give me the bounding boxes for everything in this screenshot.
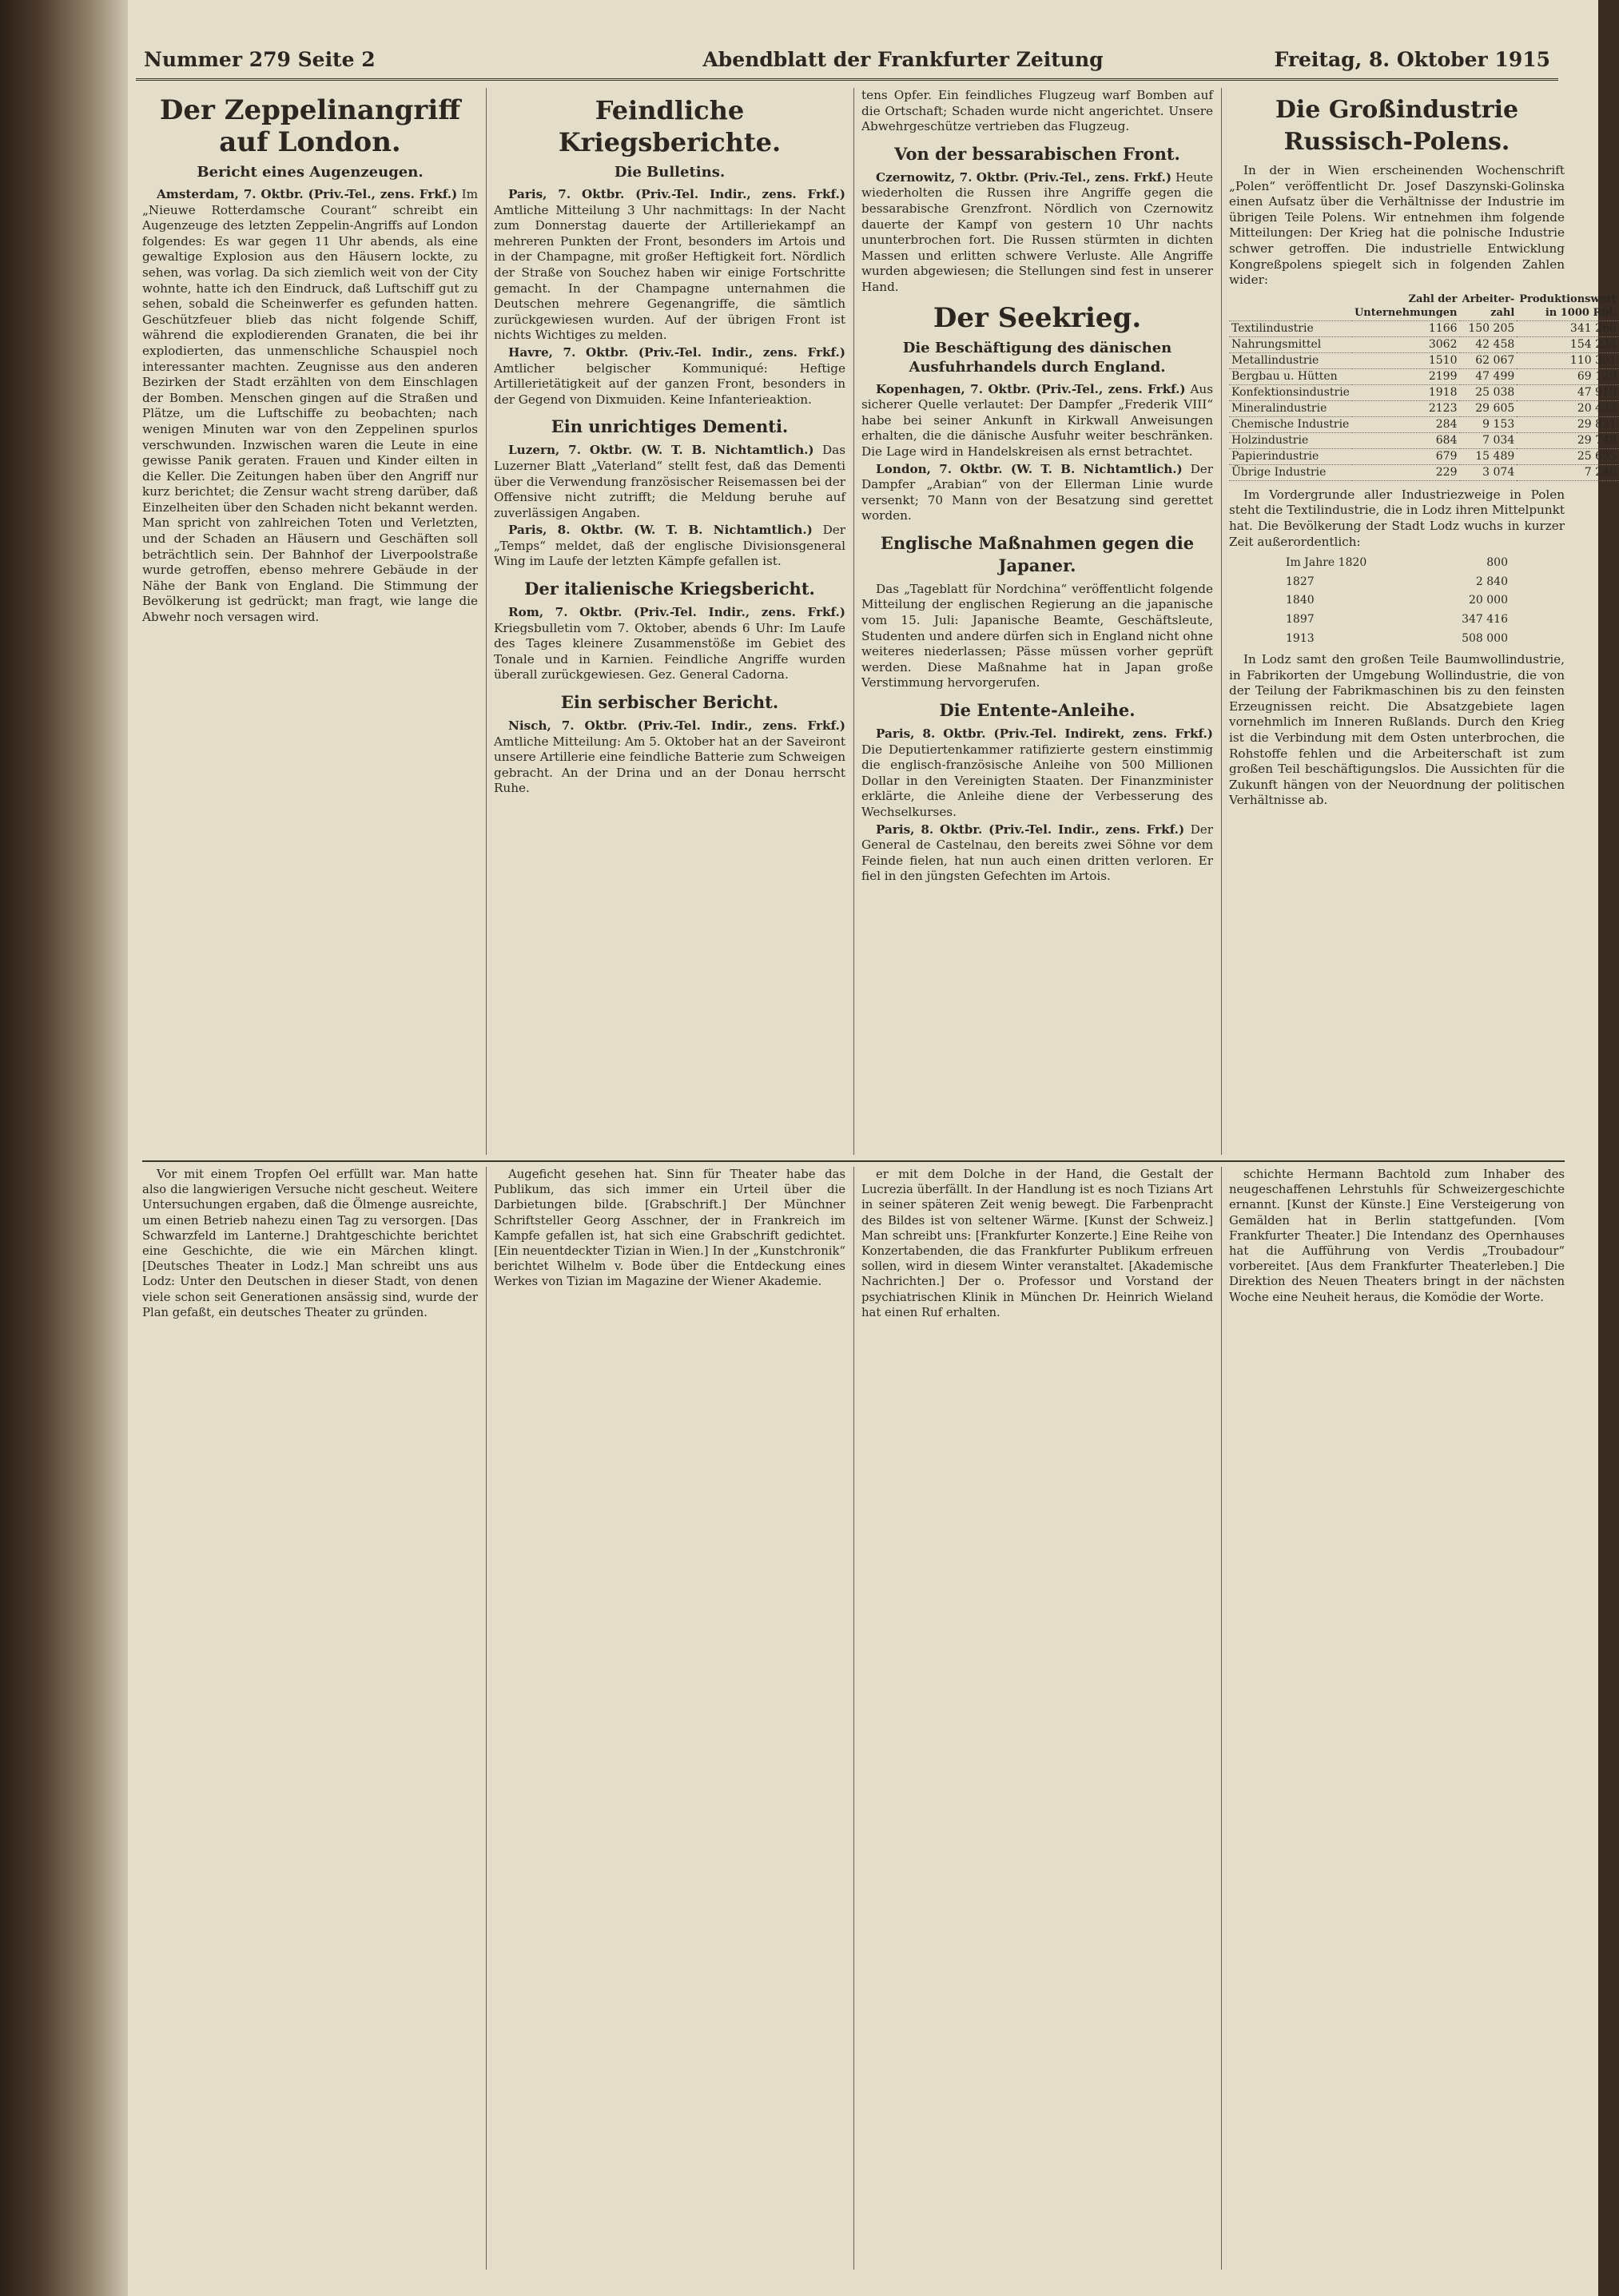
table-cell: Nahrungsmittel — [1229, 336, 1352, 352]
dateline: Czernowitz, 7. Oktbr. (Priv.-Tel., zens. Frkf.) — [876, 169, 1172, 185]
table-cell: 2 840 — [1475, 575, 1508, 588]
table-cell: 29 748 — [1517, 432, 1619, 448]
table-row — [1229, 336, 1619, 352]
table-row — [1281, 555, 1513, 572]
article-body: Die Deputiertenkammer ratifizierte gestern einstimmig die englisch-französische Anleihe von 500 Millionen Dollar in den Vereinigten Staaten. Der Finanzminister erklärte, die Anleihe diene der Verbesserung des Wechselkurses. — [861, 742, 1213, 819]
article-subtitle-zeppelin: Bericht eines Augenzeugen. — [197, 164, 424, 181]
table-cell: 20 433 — [1517, 400, 1619, 416]
article-subtitle-naval-war: Die Beschäftigung des dänischen Ausfuhrhandels durch England. — [902, 339, 1172, 376]
table-header-row — [1229, 292, 1619, 321]
feuilleton-column-3 — [861, 1167, 1213, 2270]
table-cell: 20 000 — [1469, 594, 1508, 607]
table-cell: 47 919 — [1517, 384, 1619, 400]
article-title-naval-war: Der Seekrieg. — [933, 301, 1142, 334]
table-cell: 3 074 — [1460, 464, 1518, 480]
issue-number: Nummer 279 Seite 2 — [144, 48, 376, 71]
dateline: Nisch, 7. Oktbr. (Priv.-Tel. Indir., zens. Frkf.) — [508, 718, 845, 734]
table-row — [1229, 464, 1619, 480]
dateline: London, 7. Oktbr. (W. T. B. Nichtamtlich.) — [876, 461, 1183, 476]
table-cell: 508 000 — [1462, 631, 1508, 645]
table-cell: 684 — [1352, 432, 1460, 448]
column-divider — [1221, 1167, 1222, 2270]
article-title-zeppelin: Der Zeppelinangriff auf London. — [159, 94, 461, 158]
table-cell: 229 — [1352, 464, 1460, 480]
table-cell: 1510 — [1352, 352, 1460, 368]
table-cell: 341 266 — [1517, 320, 1619, 336]
table-cell: Übrige Industrie — [1229, 464, 1352, 480]
table-cell: 1827 — [1286, 575, 1315, 588]
feuilleton-column-1 — [142, 1167, 478, 2270]
table-header-cell — [1229, 292, 1352, 321]
table-row — [1229, 384, 1619, 400]
section-serbian-report: Ein serbischer Bericht. — [560, 692, 779, 713]
section-italian-report: Der italienische Kriegsbericht. — [524, 579, 815, 599]
feuilleton-body: er mit dem Dolche in der Hand, die Gestalt der Lucrezia überfällt. In der Handlung ist es noch Tizians Art in seiner späteren Zeit wenig bewegt. Die Farbenpracht des Bildes ist von seltener Wärme. [Kunst der Schweiz.] Man schreibt uns: [Frankfurter Konzerte.] Eine Reihe von Konzertabenden, die das Frankfurter Publikum erfreuen sollen, wird in diesem Winter veranstaltet. [Akademische Nachrichten.] Der o. Professor und Vorstand der psychiatrischen Klinik in München Dr. Heinrich Wieland hat einen Ruf erhalten. — [861, 1168, 1213, 1319]
table-row — [1281, 592, 1513, 610]
article-title-war-reports: Feindliche Kriegsberichte. — [558, 95, 782, 157]
article-body: Im Vordergrunde aller Industriezweige in Polen steht die Textilindustrie, die in Lodz ihren Mittelpunkt hat. Die Bevölkerung der Stadt Lodz wuchs in kurzer Zeit außerordentlich: — [1229, 487, 1565, 549]
table-row — [1281, 631, 1513, 648]
table-cell: 3062 — [1352, 336, 1460, 352]
table-cell: 15 489 — [1460, 448, 1518, 464]
article-body: Amtliche Mitteilung 3 Uhr nachmittags: In der Nacht zum Donnerstag dauerte der Artilleriekampf an mehreren Punkten der Front, besonders im Artois und in der Champagne, mit großer Heftigkeit fort. Nördlich der Straße von Souchez haben wir einige Fortschritte gemacht. In der Champagne unternahmen die Deutschen mehrere Gegenangriffe, die sämtlich zurückgewiesen wurden. Auf der übrigen Front ist nichts Wichtiges zu melden. — [494, 202, 845, 343]
table-cell: 62 067 — [1460, 352, 1518, 368]
column-fronts — [861, 88, 1213, 1155]
table-row — [1229, 448, 1619, 464]
table-header-cell: Produktionswert in 1000 Rbl. — [1517, 292, 1619, 321]
table-cell: Mineralindustrie — [1229, 400, 1352, 416]
table-cell: Holzindustrie — [1229, 432, 1352, 448]
table-cell: 7 246 — [1517, 464, 1619, 480]
table-cell: 1897 — [1286, 612, 1315, 626]
table-cell: 69 129 — [1517, 368, 1619, 384]
table-cell: 42 458 — [1460, 336, 1518, 352]
feuilleton-rule — [142, 1160, 1565, 1162]
industry-statistics-table — [1229, 292, 1619, 481]
dateline: Paris, 8. Oktbr. (Priv.-Tel. Indirekt, zens. Frkf.) — [876, 726, 1213, 742]
table-cell: Metallindustrie — [1229, 352, 1352, 368]
dateline: Amsterdam, 7. Oktbr. (Priv.-Tel., zens. Frkf.) — [157, 187, 458, 201]
table-row — [1229, 368, 1619, 384]
article-body: tens Opfer. Ein feindliches Flugzeug warf Bomben auf die Ortschaft; Schaden wurde nicht angerichtet. Unsere Abwehrgeschütze vertrieben das Flugzeug. — [861, 88, 1213, 134]
issue-date: Freitag, 8. Oktober 1915 — [1274, 48, 1550, 71]
dateline: Paris, 8. Oktbr. (Priv.-Tel. Indir., zens. Frkf.) — [876, 822, 1185, 837]
table-cell: 1913 — [1286, 631, 1315, 645]
section-dementi: Ein unrichtiges Dementi. — [551, 416, 789, 437]
column-polish-industry — [1229, 88, 1617, 1155]
article-body: Amtlicher belgischer Kommuniqué: Heftige Artillerietätigkeit auf der ganzen Front, besonders in der Gegend von Dixmuiden. Keine Infanterieaktion. — [494, 360, 845, 407]
table-cell: 29 831 — [1517, 416, 1619, 432]
table-cell: Chemische Industrie — [1229, 416, 1352, 432]
section-japanese-measures: Englische Maßnahmen gegen die Japaner. — [880, 532, 1195, 575]
feuilleton-column-2 — [494, 1167, 845, 2270]
column-divider — [853, 1167, 854, 2270]
dateline: Kopenhagen, 7. Oktbr. (Priv.-Tel., zens. Frkf.) — [876, 381, 1186, 396]
table-row — [1229, 320, 1619, 336]
table-cell: Papierindustrie — [1229, 448, 1352, 464]
column-zeppelin — [142, 88, 478, 1155]
table-cell: 1840 — [1286, 594, 1315, 607]
table-row — [1229, 400, 1619, 416]
dateline: Luzern, 7. Oktbr. (W. T. B. Nichtamtlich.) — [508, 443, 814, 458]
section-bessarabian-front: Von der bessarabischen Front. — [894, 143, 1180, 164]
table-cell: 679 — [1352, 448, 1460, 464]
table-cell: 800 — [1486, 556, 1508, 570]
dateline: Paris, 8. Oktbr. (W. T. B. Nichtamtlich.) — [508, 523, 813, 538]
article-title-polish-industry: Die Großindustrie Russisch-Polens. — [1275, 96, 1519, 156]
dateline: Havre, 7. Oktbr. (Priv.-Tel. Indir., zens. Frkf.) — [508, 344, 845, 360]
article-body: In Lodz samt den großen Teile Baumwollindustrie, in Fabrikorten der Umgebung Wollindustrie, die von der Teilung der Fabrikmaschinen bis zu den feinsten Erzeugnissen reicht. Die Absatzgebiete lagen vornehmlich im Inneren Rußlands. Durch den Krieg ist die Verbindung mit dem Osten unterbrochen, die Rohstoffe fehlen und die Arbeiterschaft ist zum großen Teil beschäftigungslos. Die Aussichten für die Zukunft hängen von der Neuordnung der politischen Verhältnisse ab. — [1229, 652, 1565, 808]
column-divider — [486, 1167, 487, 2270]
feuilleton-body: Augeficht gesehen hat. Sinn für Theater habe das Publikum, das sich immer ein Urteil über die Darbietungen bilde. [Grabschrift.] Der Münchner Schriftsteller Georg Asschner, der in Frankreich im Kampfe gefallen ist, hat sich eine Grabschrift gedichtet. [Ein neuentdeckter Tizian in Wien.] In der „Kunstchronik“ berichtet Wilhelm v. Bode über die Entdeckung eines Werkes von Tizian im Magazine der Wiener Akademie. — [494, 1168, 845, 1289]
feuilleton-column-4 — [1229, 1167, 1565, 2270]
table-cell: 150 205 — [1460, 320, 1518, 336]
column-divider — [1221, 88, 1222, 1155]
table-cell: 110 301 — [1517, 352, 1619, 368]
section-entente-loan: Die Entente-Anleihe. — [939, 700, 1136, 721]
table-cell: Textilindustrie — [1229, 320, 1352, 336]
table-cell: 7 034 — [1460, 432, 1518, 448]
table-cell: 25 695 — [1517, 448, 1619, 464]
table-header-cell: Arbeiter-zahl — [1460, 292, 1518, 321]
article-body: Das Luzerner Blatt „Vaterland“ stellt fest, daß das Dementi über die Verwendung französischer Reisemassen bei der Offensive nicht zutrifft; die Meldung beruhe auf zuverlässigen Angaben. — [494, 443, 845, 520]
article-body: Aus sicherer Quelle verlautet: Der Dampfer „Frederik VIII“ habe bei seiner Ankunft in Kirkwall Anweisungen erhalten, die die dänische Ausfuhr weiter beschränken. Die Lage wird in Handelskreisen als ernst betrachtet. — [861, 381, 1214, 459]
article-body: Im „Nieuwe Rotterdamsche Courant“ schreibt ein Augenzeuge des letzten Zeppelin-Angriffs auf London folgendes: Es war gegen 11 Uhr abends, als eine gewaltige Explosion aus den Häusern lockte, zu sehen, was vorlag. Da sich ziemlich weit von der City wohnte, hatte ich den Eindruck, daß Luftschiff gut zu sehen, sobald die Scheinwerfer es gefunden hatten. Geschützfeuer blieb das nicht folgende Schiff, während die explodierenden Granaten, die bei ihr explodierten, das unmenschliche Schauspiel noch interessanter machten. Zeugnisse aus den anderen Bezirken der Stadt erzählten von dem Einschlagen der Bomben. Menschen gingen auf die Straßen und Plätze, um die Luftschiffe zu beobachten; nach wenigen Minuten war von den Zeppelinen spurlos verschwunden. Inzwischen waren die Leute in eine gewisse Panik geraten. Frauen und Kinder eilten in die Keller. Die Zeitungen haben über den Angriff nur kurz berichtet; die Zensur wacht streng darüber, daß Einzelheiten über den Schaden nicht bekannt werden. Man spricht von zahlreichen Toten und Verletzten, und der Schaden an Häusern und Geschäften soll beträchtlich sein. Der Bahnhof der Liverpoolstraße wurde getroffen, ebenso mehrere Gebäude in der Nähe der Bank von England. Die Stimmung der Bevölkerung ist gedrückt; man fragt, wie lange die Abwehr noch versagen wird. — [142, 187, 479, 625]
table-cell: 2123 — [1352, 400, 1460, 416]
table-cell: 2199 — [1352, 368, 1460, 384]
table-cell: 1918 — [1352, 384, 1460, 400]
article-body: Heute wiederholten die Russen ihre Angriffe gegen die bessarabische Grenzfront. Nördlich von Czernowitz dauerte der Kampf von gestern 10 Uhr nachts ununterbrochen fort. Die Russen stürmten in dichten Massen und erlitten schwere Verluste. Alle Angriffe wurden abgewiesen; die Stellungen sind fest in unserer Hand. — [861, 169, 1213, 294]
feuilleton-body: Vor mit einem Tropfen Oel erfüllt war. Man hatte also die langwierigen Versuche nicht gescheut. Weitere Untersuchungen ergaben, daß die Ölmenge ausreichte, um einen Betrieb nahezu einen Tag zu versorgen. [Das Schwarzfeld im Lanterne.] Drahtgeschichte berichtet eine Geschichte, die wie ein Märchen klingt. [Deutsches Theater in Lodz.] Man schreibt uns aus Lodz: Unter den Deutschen in dieser Stadt, von denen viele schon seit Generationen ansässig sind, wurde der Plan gefaßt, ein deutsches Theater zu gründen. — [142, 1168, 478, 1319]
column-war-reports — [494, 88, 845, 1155]
dateline: Paris, 7. Oktbr. (Priv.-Tel. Indir., zens. Frkf.) — [508, 187, 845, 201]
table-body — [1229, 320, 1619, 480]
table-cell: 25 038 — [1460, 384, 1518, 400]
table-cell: 1166 — [1352, 320, 1460, 336]
article-body: Der Dampfer „Arabian“ von der Ellerman Linie wurde versenkt; 70 Mann von der Besatzung sind gerettet worden. — [861, 461, 1213, 523]
book-binding — [0, 0, 128, 2296]
table-cell: 347 416 — [1462, 612, 1508, 626]
article-body: Der General de Castelnau, den bereits zwei Söhne vor dem Feinde fielen, hat nun auch einen dritten verloren. Er fiel in den jüngsten Gefechten im Artois. — [861, 822, 1213, 884]
table-row — [1281, 611, 1513, 629]
table-row — [1229, 432, 1619, 448]
table-body — [1281, 555, 1513, 647]
article-body: In der in Wien erscheinenden Wochenschrift „Polen“ veröffentlicht Dr. Josef Daszynski-Golinska einen Aufsatz über die Verhältnisse der Industrie im übrigen Teile Polens. Wir entnehmen ihm folgende Mitteilungen: Der Krieg hat die polnische Industrie schwer getroffen. Die industrielle Entwicklung Kongreßpolens spiegelt sich in folgenden Zahlen wider: — [1229, 163, 1565, 288]
table-cell: 47 499 — [1460, 368, 1518, 384]
table-cell: 29 605 — [1460, 400, 1518, 416]
paper-title: Abendblatt der Frankfurter Zeitung — [702, 48, 1104, 71]
dateline: Rom, 7. Oktbr. (Priv.-Tel. Indir., zens. Frkf.) — [508, 605, 845, 620]
article-body: Das „Tageblatt für Nordchina“ veröffentlicht folgende Mitteilung der englischen Regierung an die japanische vom 15. Juli: Japanische Beamte, Geschäftsleute, Studenten und andere dürfen sich in England nicht ohne weiteres niederlassen; Pässe müssen vorher geprüft werden. Diese Maßnahme hat in Japan große Verstimmung hervorgerufen. — [861, 581, 1213, 690]
article-body: Der „Temps“ meldet, daß der englische Divisionsgeneral Wing im Laufe der letzten Kämpfe gefallen ist. — [494, 523, 845, 569]
table-cell: Im Jahre 1820 — [1286, 556, 1367, 570]
table-header-cell: Zahl der Unternehmungen — [1352, 292, 1460, 321]
table-row — [1281, 574, 1513, 591]
table-cell: 284 — [1352, 416, 1460, 432]
table-cell: 154 234 — [1517, 336, 1619, 352]
table-row — [1229, 352, 1619, 368]
lodz-population-table — [1279, 553, 1514, 649]
masthead — [136, 42, 1558, 81]
table-cell: 9 153 — [1460, 416, 1518, 432]
table-cell: Konfektionsindustrie — [1229, 384, 1352, 400]
column-divider — [853, 88, 854, 1155]
column-divider — [486, 88, 487, 1155]
table-row — [1229, 416, 1619, 432]
feuilleton-body: schichte Hermann Bachtold zum Inhaber des neugeschaffenen Lehrstuhls für Schweizergeschichte ernannt. [Kunst der Künste.] Eine Versteigerung von Gemälden hat in Berlin stattgefunden. [Vom Frankfurter Theater.] Die Intendanz des Opernhauses hat die Aufführung von Verdis „Troubadour“ vorbereitet. [Aus dem Frankfurter Theaterleben.] Die Direktion des Neuen Theaters bringt in der nächsten Woche eine Neuheit heraus, die Komödie der Worte. — [1229, 1168, 1565, 1304]
section-bulletins: Die Bulletins. — [614, 164, 726, 181]
article-body: Kriegsbulletin vom 7. Oktober, abends 6 Uhr: Im Laufe des Tages kleinere Zusammenstöße im Gebiet des Tonale und in Karnien. Feindliche Angriffe wurden überall zurückgewiesen. Gez. General Cadorna. — [494, 620, 845, 682]
table-cell: Bergbau u. Hütten — [1229, 368, 1352, 384]
article-body: Amtliche Mitteilung: Am 5. Oktober hat an der Saveiront unsere Artillerie eine feindliche Batterie zum Schweigen gebracht. An der Drina und an der Donau herrscht Ruhe. — [494, 734, 845, 796]
